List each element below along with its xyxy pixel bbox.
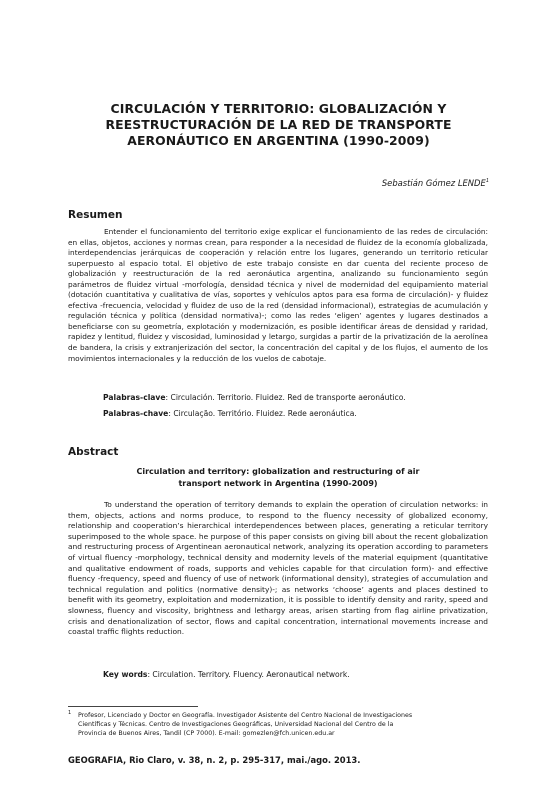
author-name — [382, 178, 489, 188]
footnote-line-3: Provincia de Buenos Aires, Tandil (CP 7000). E-mail: gomezlen@fch.unicen.edu.ar — [78, 730, 335, 738]
keywords-en-text: Circulation. Territory. Fluency. Aeronautical network. — [152, 670, 350, 679]
footnote-mark: 1 — [68, 710, 72, 716]
author-footnote-mark[interactable]: 1 — [485, 178, 489, 185]
title-line-3: AERONÁUTICO EN ARGENTINA (1990-2009) — [127, 133, 430, 148]
resumen-body: Entender el funcionamiento del territorio exige explicar el funcionamiento de las redes de circulación: en ellas, objetos, acciones y normas crean, para responder a la necesidad de fluidez de la economía globalizada, interdependencias jerárquicas de cooperación y relación entre los lugares, generando un territorio reticular superpuesto al espacio total. El objetivo de este trabajo consiste en dar cuenta del reciente proceso de globalización y reestructuración de la red aeronáutica argentina, analizando su funcionamiento según parámetros de fluidez virtual -morfología, densidad técnica y nivel de modernidad del equipamiento material (dotación cuantitativa y cualitativa de vías, soportes y vehículos aptos para esa forma de circulación)- y fluidez efectiva -frecuencia, velocidad y fluidez de uso de la red (densidad informacional), estrategias de acumulación y regulación técnica y política (densidad normativa)-; como las redes ‘eligen’ agentes y lugares destinados a beneficiarse con su geometría, explotación y modernización, es posible identificar áreas de densidad y raridad, rapidez y lentitud, fluidez y viscosidad, luminosidad y letargo, surgidas a partir de la privatización de la aerolínea de bandera, la crisis y extranjerización del sector, la concentración del capital y de los flujos, el aumento de los movimientos internacionales y la reducción de los vuelos de cabotaje. — [68, 227, 488, 363]
abstract-title-line-2: transport network in Argentina (1990-2009) — [178, 479, 378, 488]
footnote-line-2: Científicas y Técnicas. Centro de Investigaciones Geográficas, Universidad Nacional del Centro de la — [78, 721, 394, 729]
keywords-en-label: Key words — [103, 670, 148, 679]
title-line-1: CIRCULACIÓN Y TERRITORIO: GLOBALIZACIÓN Y — [110, 101, 447, 116]
footnote-line-1 — [68, 709, 492, 720]
abstract-heading: Abstract — [68, 446, 119, 458]
keywords-es-label: Palabras-clave — [103, 393, 166, 402]
article-title — [0, 101, 557, 149]
footnote-divider — [68, 706, 198, 707]
footnote-line-1-text: Profesor, Licenciado y Doctor en Geografía. Investigador Asistente del Centro Nacional de Investigaciones — [78, 712, 413, 720]
author-name-text: Sebastián Gómez LENDE — [381, 178, 486, 188]
abstract-title-line-1: Circulation and territory: globalization and restructuring of air — [136, 467, 420, 476]
journal-reference: GEOGRAFIA, Rio Claro, v. 38, n. 2, p. 295-317, mai./ago. 2013. — [68, 755, 361, 765]
keywords-es: Palabras-clave: Circulación. Territorio. Fluidez. Red de transporte aeronáutico. — [103, 393, 406, 402]
keywords-pt-text: Circulação. Território. Fluidez. Rede aeronáutica. — [173, 409, 357, 418]
keywords-en: Key words: Circulation. Territory. Fluency. Aeronautical network. — [103, 670, 350, 679]
keywords-pt: Palabras-chave: Circulação. Território. Fluidez. Rede aeronáutica. — [103, 409, 357, 418]
resumen-heading: Resumen — [68, 209, 123, 221]
abstract-body: To understand the operation of territory demands to explain the operation of circulation networks: in them, objects, actions and norms produce, to respond to the fluency necessity of globalized economy, relationship and cooperation’s hierarchical interdependences between places, generating a reticular territory superimposed to the whole space. he purpose of this paper consists on giving bill about the recent globalization and restructuring process of Argentinean aeronautical network, analyzing its operation according to parameters of virtual fluency -morphology, technical density and modernity levels of the material equipment (quantitative and qualitative endowment of roads, supports and vehicles capable for that circulation form)- and effective fluency -frequency, speed and fluency of use of network (informational density), strategies of accumulation and technical regulation and politics (normative density)-; as networks ‘choose’ agents and places destined to benefit with its geometry, exploitation and modernization, it is possible to identify density and rarity, speed and slowness, fluency and viscosity, brightness and lethargy areas, arisen starting from flag airline privatization, crisis and denationalization of sector, flows and capital concentration, international movements increase and coastal traffic flights reduction. — [68, 500, 488, 637]
abstract-title — [68, 466, 488, 490]
keywords-pt-label: Palabras-chave — [103, 409, 169, 418]
title-line-2: REESTRUCTURACIÓN DE LA RED DE TRANSPORTE — [105, 117, 452, 132]
keywords-es-text: Circulación. Territorio. Fluidez. Red de transporte aeronáutico. — [170, 393, 406, 402]
footnote — [68, 709, 492, 738]
